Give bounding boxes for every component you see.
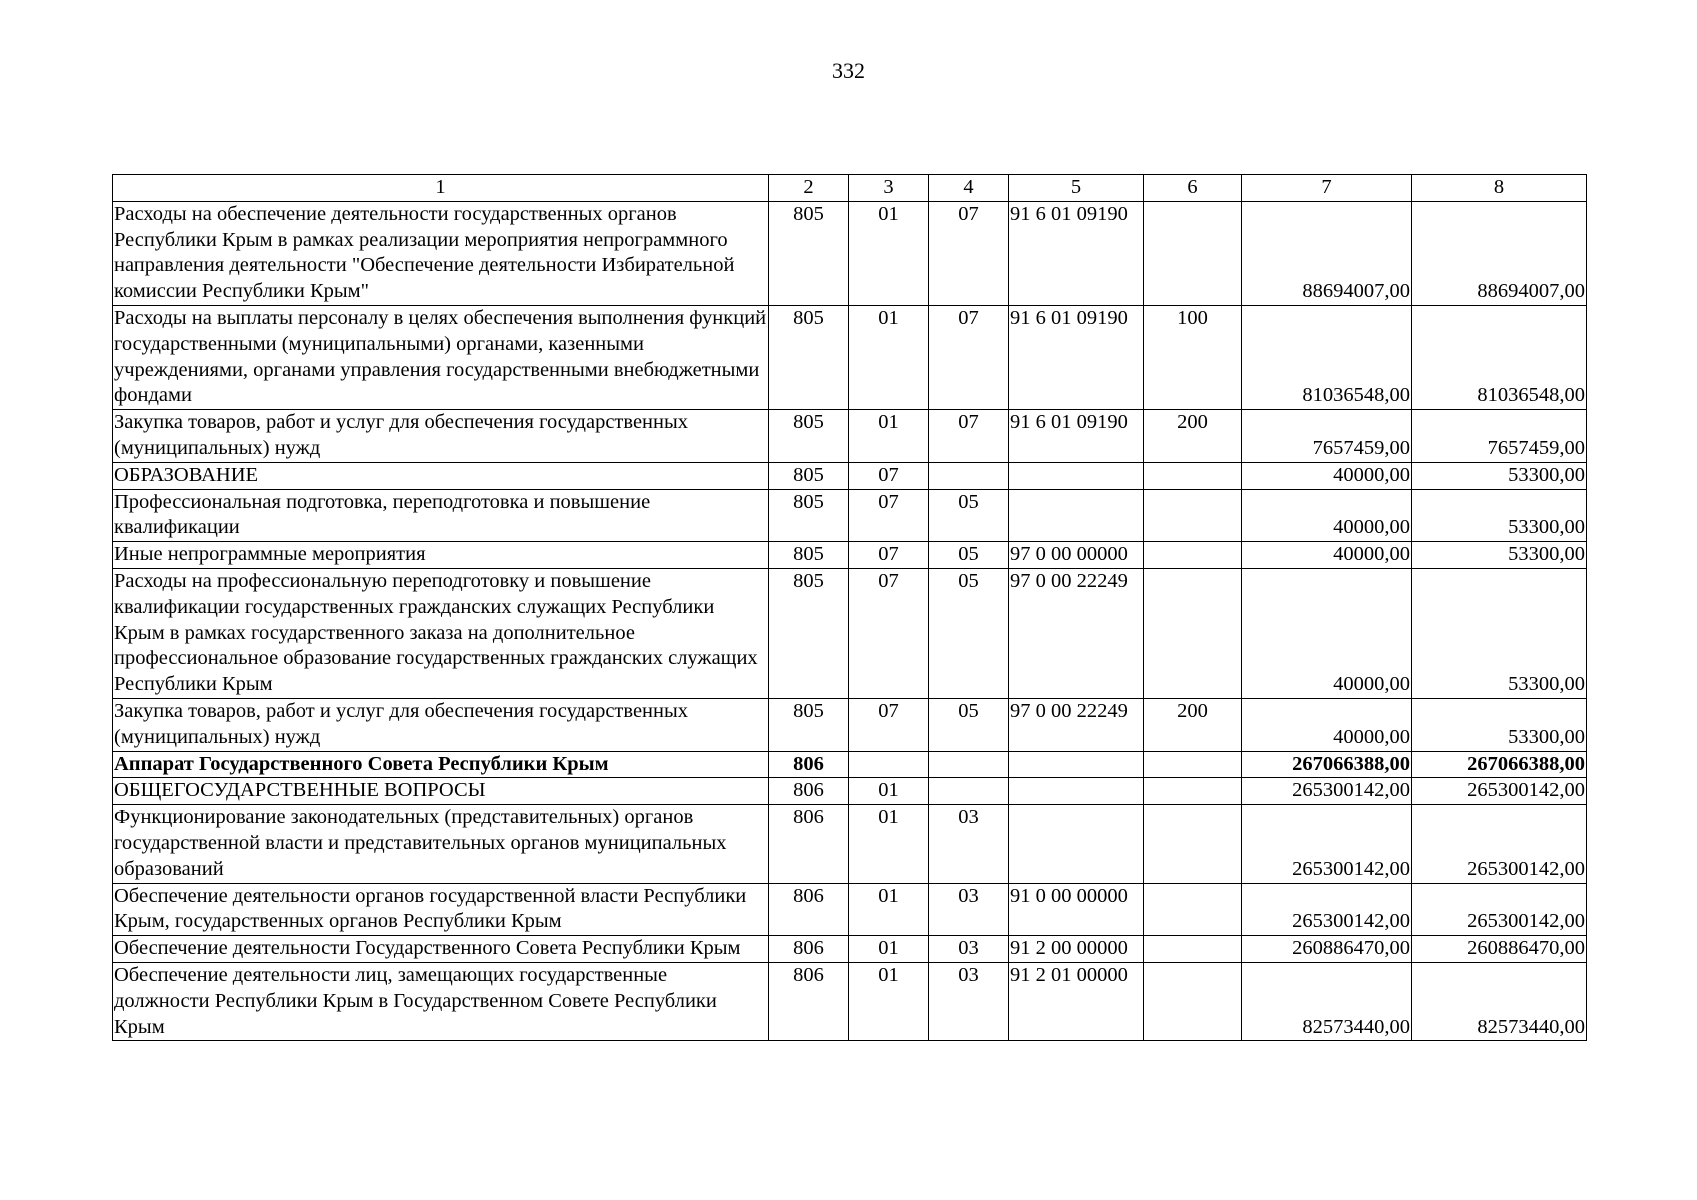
table-row	[113, 542, 1587, 569]
ministry-code-cell: 806	[769, 778, 849, 805]
budget-table	[112, 174, 1587, 1041]
amount-year2-cell: 88694007,00	[1412, 201, 1587, 305]
item-name-cell: Профессиональная подготовка, переподготовка и повышение квалификации	[113, 489, 769, 542]
amount-year2-cell: 7657459,00	[1412, 410, 1587, 463]
ministry-code-cell: 805	[769, 542, 849, 569]
amount-year2-cell: 53300,00	[1412, 568, 1587, 698]
target-article-cell: 91 6 01 09190	[1009, 410, 1144, 463]
subsection-code-cell: 07	[929, 201, 1009, 305]
subsection-code-cell: 03	[929, 936, 1009, 963]
target-article-cell	[1009, 778, 1144, 805]
amount-year2-cell: 267066388,00	[1412, 751, 1587, 778]
section-code-cell: 01	[849, 962, 929, 1040]
amount-year1-cell: 40000,00	[1242, 698, 1412, 751]
table-row	[113, 305, 1587, 409]
ministry-code-cell: 805	[769, 462, 849, 489]
ministry-code-cell: 805	[769, 305, 849, 409]
table-row	[113, 751, 1587, 778]
expense-type-cell: 200	[1144, 698, 1242, 751]
amount-year1-cell: 40000,00	[1242, 542, 1412, 569]
section-code-cell: 01	[849, 883, 929, 936]
amount-year2-cell: 81036548,00	[1412, 305, 1587, 409]
subsection-code-cell	[929, 462, 1009, 489]
item-name-cell: ОБЩЕГОСУДАРСТВЕННЫЕ ВОПРОСЫ	[113, 778, 769, 805]
ministry-code-cell: 805	[769, 489, 849, 542]
amount-year2-cell: 82573440,00	[1412, 962, 1587, 1040]
column-header: 7	[1242, 175, 1412, 202]
amount-year1-cell: 265300142,00	[1242, 778, 1412, 805]
target-article-cell	[1009, 805, 1144, 883]
column-header: 8	[1412, 175, 1587, 202]
target-article-cell: 91 2 01 00000	[1009, 962, 1144, 1040]
section-code-cell: 01	[849, 305, 929, 409]
subsection-code-cell: 05	[929, 698, 1009, 751]
target-article-cell: 91 6 01 09190	[1009, 305, 1144, 409]
table-row	[113, 778, 1587, 805]
expense-type-cell: 200	[1144, 410, 1242, 463]
subsection-code-cell: 05	[929, 542, 1009, 569]
expense-type-cell	[1144, 201, 1242, 305]
expense-type-cell: 100	[1144, 305, 1242, 409]
expense-type-cell	[1144, 462, 1242, 489]
item-name-cell: Закупка товаров, работ и услуг для обеспечения государственных (муниципальных) нужд	[113, 698, 769, 751]
item-name-cell: Обеспечение деятельности лиц, замещающих государственные должности Республики Крым в Государственном Совете Республики Крым	[113, 962, 769, 1040]
item-name-cell: ОБРАЗОВАНИЕ	[113, 462, 769, 489]
item-name-cell: Расходы на обеспечение деятельности государственных органов Республики Крым в рамках реализации мероприятия непрограммного направления деятельности "Обеспечение деятельности Избирательной комиссии Республики Крым"	[113, 201, 769, 305]
column-header: 6	[1144, 175, 1242, 202]
page-number: 332	[832, 58, 865, 83]
target-article-cell: 91 6 01 09190	[1009, 201, 1144, 305]
section-code-cell: 07	[849, 568, 929, 698]
column-header: 4	[929, 175, 1009, 202]
table-row	[113, 489, 1587, 542]
table-row	[113, 201, 1587, 305]
section-code-cell: 01	[849, 936, 929, 963]
subsection-code-cell: 03	[929, 883, 1009, 936]
expense-type-cell	[1144, 751, 1242, 778]
section-code-cell: 01	[849, 201, 929, 305]
item-name-cell: Аппарат Государственного Совета Республики Крым	[113, 751, 769, 778]
amount-year2-cell: 260886470,00	[1412, 936, 1587, 963]
table-row	[113, 568, 1587, 698]
subsection-code-cell	[929, 778, 1009, 805]
ministry-code-cell: 806	[769, 751, 849, 778]
section-code-cell: 07	[849, 462, 929, 489]
target-article-cell: 97 0 00 22249	[1009, 568, 1144, 698]
table-row	[113, 962, 1587, 1040]
amount-year2-cell: 265300142,00	[1412, 778, 1587, 805]
amount-year2-cell: 53300,00	[1412, 462, 1587, 489]
amount-year2-cell: 53300,00	[1412, 542, 1587, 569]
item-name-cell: Обеспечение деятельности Государственного Совета Республики Крым	[113, 936, 769, 963]
table-row	[113, 883, 1587, 936]
expense-type-cell	[1144, 542, 1242, 569]
subsection-code-cell: 05	[929, 489, 1009, 542]
expense-type-cell	[1144, 805, 1242, 883]
table-row	[113, 936, 1587, 963]
column-header: 5	[1009, 175, 1144, 202]
amount-year1-cell: 82573440,00	[1242, 962, 1412, 1040]
ministry-code-cell: 805	[769, 568, 849, 698]
ministry-code-cell: 806	[769, 962, 849, 1040]
amount-year1-cell: 81036548,00	[1242, 305, 1412, 409]
section-code-cell: 07	[849, 489, 929, 542]
amount-year1-cell: 88694007,00	[1242, 201, 1412, 305]
amount-year2-cell: 53300,00	[1412, 698, 1587, 751]
subsection-code-cell	[929, 751, 1009, 778]
amount-year1-cell: 265300142,00	[1242, 883, 1412, 936]
expense-type-cell	[1144, 568, 1242, 698]
table-row	[113, 462, 1587, 489]
target-article-cell	[1009, 489, 1144, 542]
ministry-code-cell: 806	[769, 883, 849, 936]
amount-year2-cell: 53300,00	[1412, 489, 1587, 542]
expense-type-cell	[1144, 883, 1242, 936]
ministry-code-cell: 805	[769, 698, 849, 751]
subsection-code-cell: 07	[929, 410, 1009, 463]
section-code-cell: 01	[849, 778, 929, 805]
expense-type-cell	[1144, 778, 1242, 805]
expense-type-cell	[1144, 936, 1242, 963]
subsection-code-cell: 03	[929, 962, 1009, 1040]
table-row	[113, 698, 1587, 751]
amount-year1-cell: 267066388,00	[1242, 751, 1412, 778]
amount-year2-cell: 265300142,00	[1412, 883, 1587, 936]
target-article-cell: 97 0 00 22249	[1009, 698, 1144, 751]
column-header: 3	[849, 175, 929, 202]
target-article-cell: 91 2 00 00000	[1009, 936, 1144, 963]
amount-year1-cell: 260886470,00	[1242, 936, 1412, 963]
target-article-cell: 91 0 00 00000	[1009, 883, 1144, 936]
item-name-cell: Расходы на профессиональную переподготовку и повышение квалификации государственных гражданских служащих Республики Крым в рамках государственного заказа на дополнительное профессиональное образование государственных гражданских служащих Республики Крым	[113, 568, 769, 698]
item-name-cell: Обеспечение деятельности органов государственной власти Республики Крым, государственных органов Республики Крым	[113, 883, 769, 936]
amount-year1-cell: 40000,00	[1242, 462, 1412, 489]
column-header: 2	[769, 175, 849, 202]
amount-year1-cell: 7657459,00	[1242, 410, 1412, 463]
subsection-code-cell: 07	[929, 305, 1009, 409]
table-row	[113, 805, 1587, 883]
ministry-code-cell: 806	[769, 936, 849, 963]
expense-type-cell	[1144, 962, 1242, 1040]
header-row	[113, 175, 1587, 202]
section-code-cell: 07	[849, 542, 929, 569]
section-code-cell	[849, 751, 929, 778]
item-name-cell: Закупка товаров, работ и услуг для обеспечения государственных (муниципальных) нужд	[113, 410, 769, 463]
section-code-cell: 01	[849, 410, 929, 463]
expense-type-cell	[1144, 489, 1242, 542]
subsection-code-cell: 03	[929, 805, 1009, 883]
amount-year2-cell: 265300142,00	[1412, 805, 1587, 883]
target-article-cell	[1009, 751, 1144, 778]
section-code-cell: 01	[849, 805, 929, 883]
section-code-cell: 07	[849, 698, 929, 751]
column-header: 1	[113, 175, 769, 202]
amount-year1-cell: 40000,00	[1242, 489, 1412, 542]
item-name-cell: Иные непрограммные мероприятия	[113, 542, 769, 569]
subsection-code-cell: 05	[929, 568, 1009, 698]
amount-year1-cell: 40000,00	[1242, 568, 1412, 698]
ministry-code-cell: 805	[769, 410, 849, 463]
target-article-cell: 97 0 00 00000	[1009, 542, 1144, 569]
amount-year1-cell: 265300142,00	[1242, 805, 1412, 883]
table-row	[113, 410, 1587, 463]
ministry-code-cell: 805	[769, 201, 849, 305]
ministry-code-cell: 806	[769, 805, 849, 883]
item-name-cell: Расходы на выплаты персоналу в целях обеспечения выполнения функций государственными (муниципальными) органами, казенными учреждениями, органами управления государственными внебюджетными фондами	[113, 305, 769, 409]
target-article-cell	[1009, 462, 1144, 489]
item-name-cell: Функционирование законодательных (представительных) органов государственной власти и представительных органов муниципальных образований	[113, 805, 769, 883]
